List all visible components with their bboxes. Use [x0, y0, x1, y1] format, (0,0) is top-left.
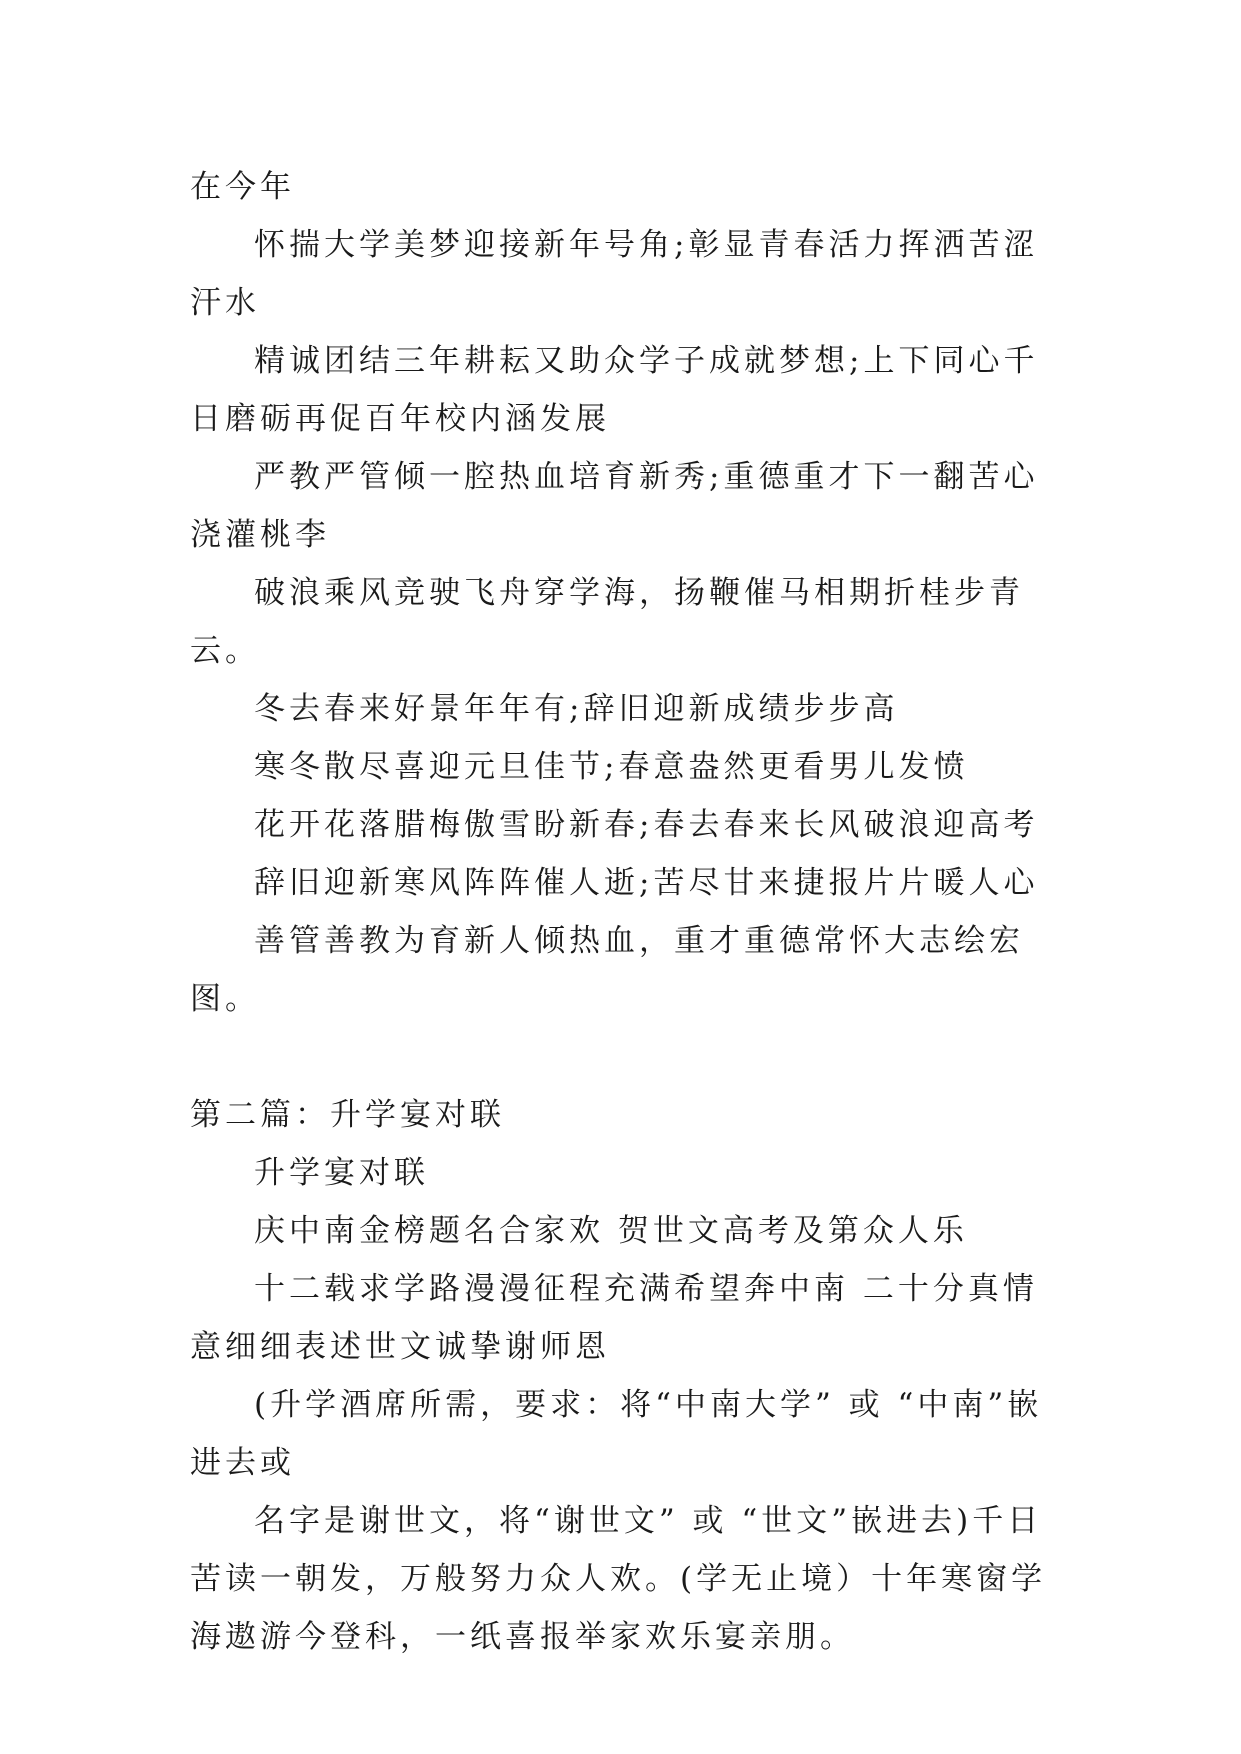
- paragraph: 善管善教为育新人倾热血，重才重德常怀大志绘宏图。: [190, 923, 1024, 1017]
- paragraph-gap: [190, 1028, 1060, 1086]
- paragraph: 冬去春来好景年年有;辞旧迎新成绩步步高: [254, 691, 899, 727]
- section-heading: 第二篇：升学宴对联: [190, 1097, 505, 1133]
- paragraph: 怀揣大学美梦迎接新年号角;彰显青春活力挥洒苦涩汗水: [190, 227, 1039, 321]
- paragraph: 精诚团结三年耕耘又助众学子成就梦想;上下同心千日磨砺再促百年校内涵发展: [190, 343, 1039, 437]
- paragraph: 破浪乘风竞驶飞舟穿学海，扬鞭催马相期折桂步青云。: [190, 575, 1024, 669]
- paragraph: 严教严管倾一腔热血培育新秀;重德重才下一翻苦心浇灌桃李: [190, 459, 1039, 553]
- paragraph: 升学宴对联: [254, 1155, 429, 1191]
- paragraph: 花开花落腊梅傲雪盼新春;春去春来长风破浪迎高考: [254, 807, 1039, 843]
- paragraph: 在今年: [190, 169, 295, 205]
- paragraph: 庆中南金榜题名合家欢 贺世文高考及第众人乐: [254, 1213, 968, 1249]
- paragraph: (升学酒席所需，要求：将“中南大学” 或 “中南”嵌进去或: [190, 1387, 1043, 1481]
- paragraph: 辞旧迎新寒风阵阵催人逝;苦尽甘来捷报片片暖人心: [254, 865, 1039, 901]
- document-body: [190, 158, 1060, 1666]
- paragraph: 寒冬散尽喜迎元旦佳节;春意盎然更看男儿发愤: [254, 749, 969, 785]
- paragraph: 名字是谢世文，将“谢世文” 或 “世文”嵌进去)千日苦读一朝发，万般努力众人欢。(学无止境）十年寒窗学海遨游今登科，一纸喜报举家欢乐宴亲朋。: [190, 1503, 1047, 1655]
- paragraph: 十二载求学路漫漫征程充满希望奔中南 二十分真情意细细表述世文诚挚谢师恩: [190, 1271, 1038, 1365]
